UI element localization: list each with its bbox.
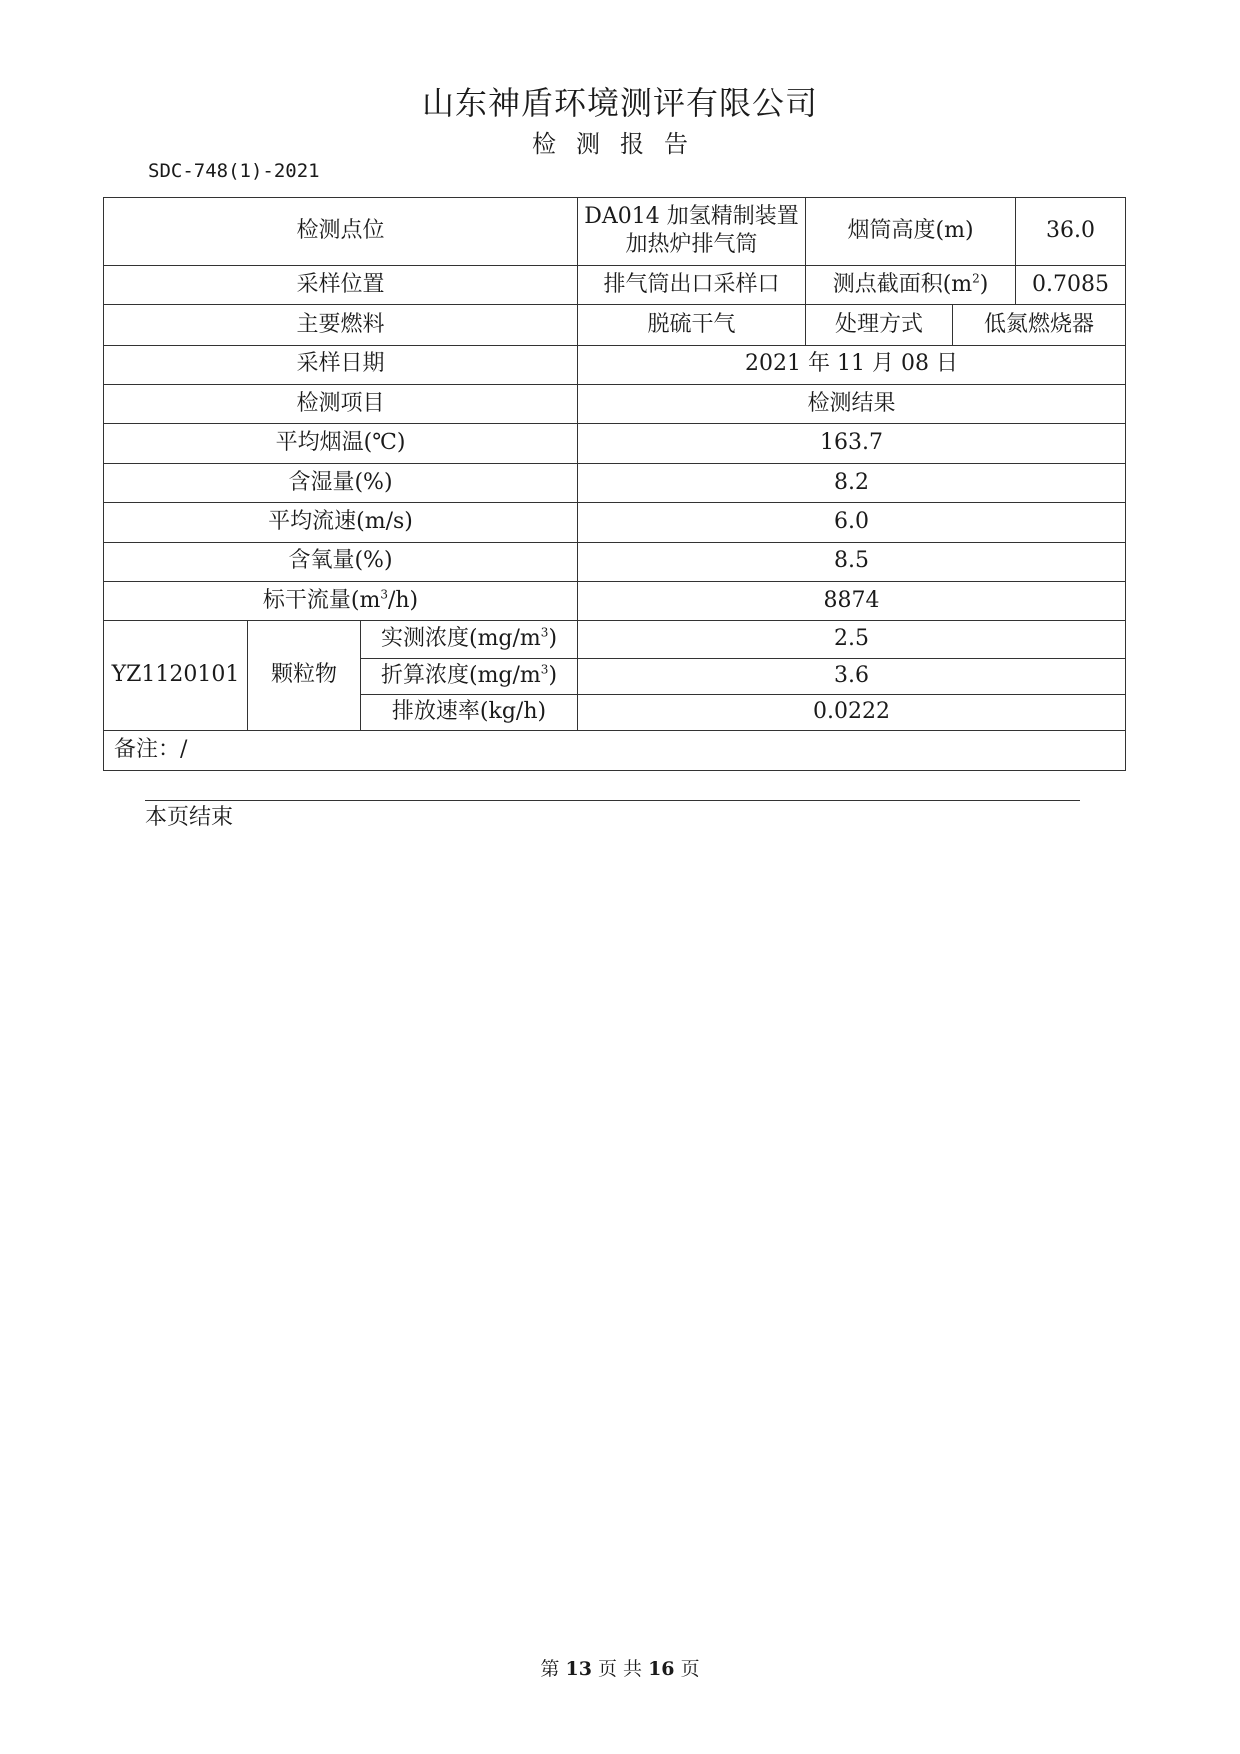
pollutant-name: 颗粒物 [248,621,361,730]
table-row [104,384,1126,423]
oxygen-label: 含氧量(%) [104,542,578,581]
treatment-value: 低氮燃烧器 [953,305,1126,345]
divider-line [145,800,1080,801]
point-label: 检测点位 [104,198,578,266]
results-header: 检测结果 [578,384,1126,423]
total-pages: 16 [648,1658,675,1680]
fuel-label: 主要燃料 [104,305,578,345]
page-number: 13 [565,1658,592,1680]
company-name: 山东神盾环境测评有限公司 [421,84,818,122]
avg-temp-label: 平均烟温(℃) [104,424,578,463]
section-area-label: 测点截面积$(m^2)$ [806,265,1016,304]
std-flow-value: 8874 [578,581,1126,620]
emission-rate-value: 0.0222 [578,695,1126,730]
fuel-value: 脱硫干气 [578,305,806,345]
table-row [104,424,1126,463]
avg-velocity-label: 平均流速(m/s) [104,503,578,542]
page-end-text: 本页结束 [145,805,234,830]
table-row [104,503,1126,542]
emission-rate-label: 排放速率(kg/h) [361,695,578,730]
sampling-location-value: 排气筒出口采样口 [578,265,806,304]
sampling-location-label: 采样位置 [104,265,578,304]
section-area-value: 0.7085 [1016,265,1126,304]
table-row [104,542,1126,581]
table-row [104,345,1126,384]
table-row [104,581,1126,620]
moisture-label: 含湿量(%) [104,463,578,502]
converted-conc-label: 折算浓度$(mg/m^3)$ [361,658,578,694]
table-row [104,730,1126,771]
stack-height-label: 烟筒高度(m) [806,198,1016,266]
oxygen-value: 8.5 [578,542,1126,581]
sampling-date-label: 采样日期 [104,345,578,384]
table-row [104,463,1126,502]
stack-height-value: 36.0 [1016,198,1126,266]
footer-middle: 页 共 [597,1658,643,1680]
table-row [104,305,1126,345]
remarks: 备注：/ [104,730,1126,771]
items-header: 检测项目 [104,384,578,423]
table-row [104,621,1126,658]
footer-prefix: 第 [540,1658,560,1680]
table-row [104,198,1126,266]
table-row [104,265,1126,304]
report-subtitle: 检测报告 [532,130,708,158]
moisture-value: 8.2 [578,463,1126,502]
footer-suffix: 页 [680,1658,700,1680]
sample-id: YZ1120101 [104,621,248,730]
measured-conc-label: 实测浓度$(mg/m^3)$ [361,621,578,658]
point-value: DA014 加氢精制装置加热炉排气筒 [578,198,806,266]
report-number: SDC-748(1)-2021 [148,160,320,182]
avg-temp-value: 163.7 [578,424,1126,463]
sampling-date-value: 2021 年 11 月 08 日 [578,345,1126,384]
treatment-label: 处理方式 [806,305,953,345]
avg-velocity-value: 6.0 [578,503,1126,542]
std-flow-label: 标干流量$(m^3/h)$ [104,581,578,620]
converted-conc-value: 3.6 [578,658,1126,694]
test-results-table [103,197,1126,771]
measured-conc-value: 2.5 [578,621,1126,658]
page-footer [0,1654,1240,1681]
